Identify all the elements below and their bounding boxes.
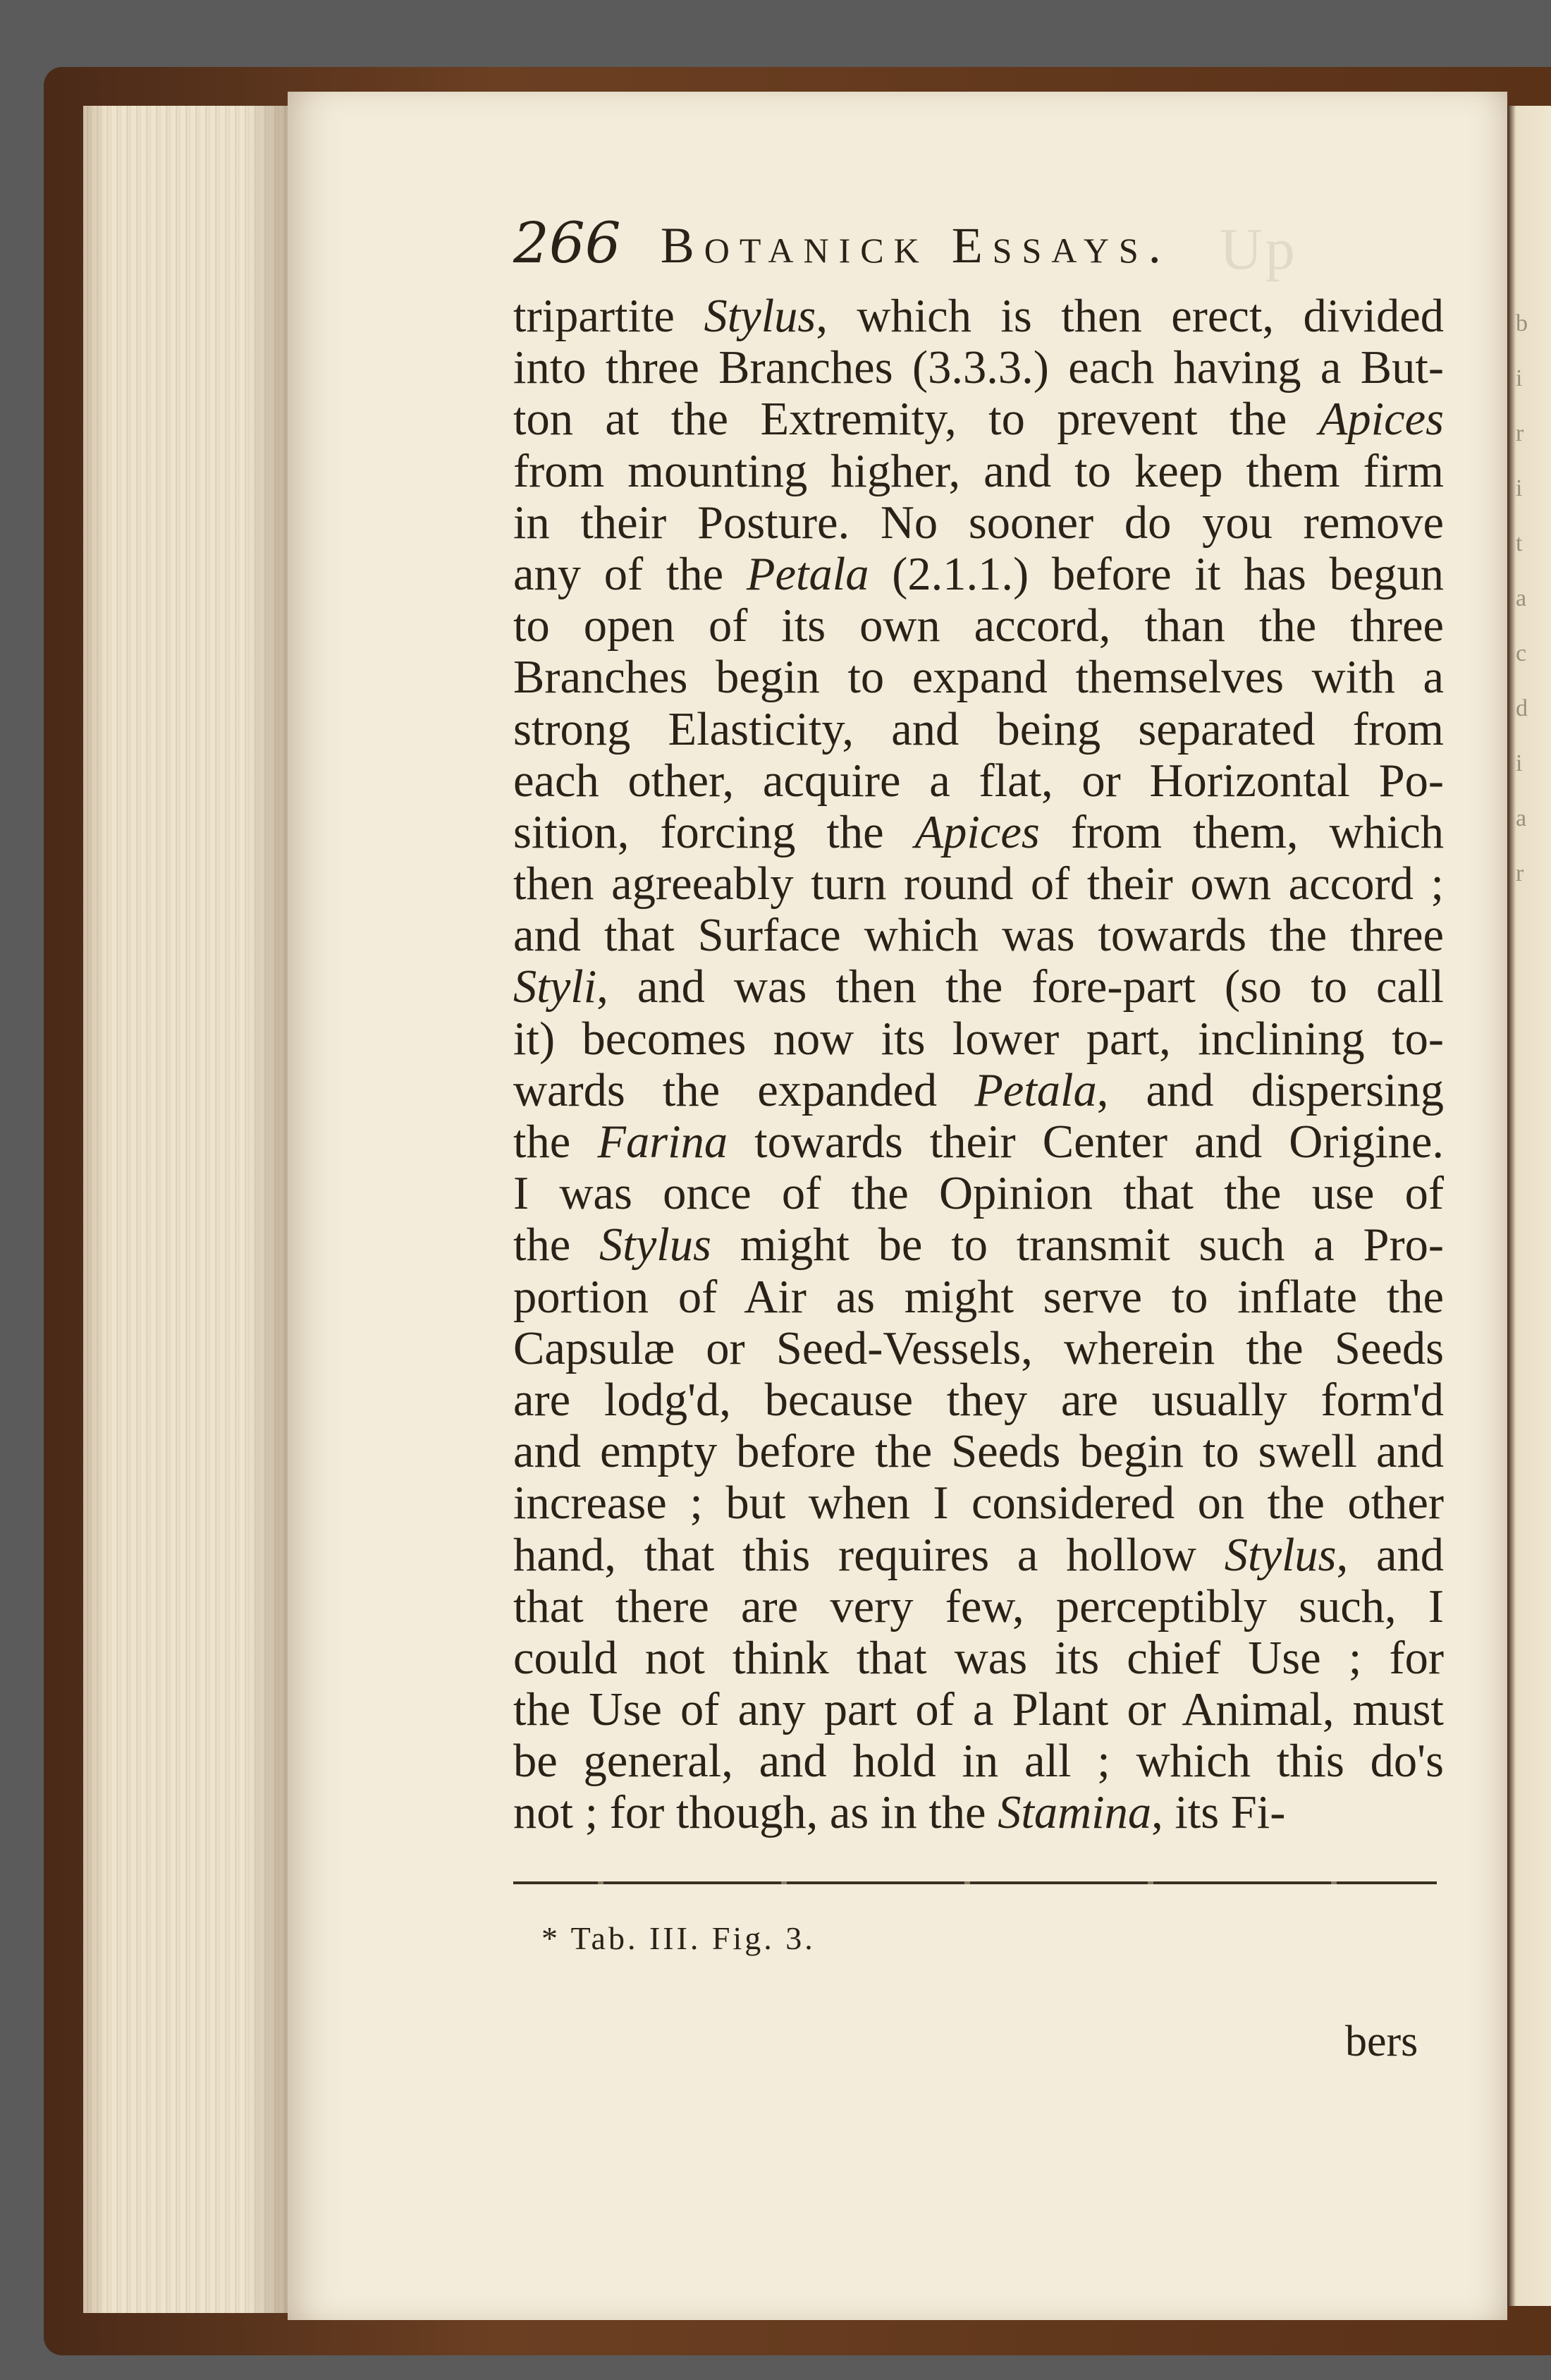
text-line: strong Elasticity, and being separated from	[513, 703, 1444, 755]
body-text	[513, 291, 1444, 1839]
text-line: not ; for though, as in the Stamina, its Fi-	[513, 1787, 1286, 1839]
text-line: Capsulæ or Seed-Vessels, wherein the Seeds	[513, 1322, 1444, 1374]
text-line: it) becomes now its lower part, inclining to-	[513, 1013, 1444, 1065]
text-line: then agreeably turn round of their own accord ;	[513, 858, 1444, 910]
text-line: and empty before the Seeds begin to swell and	[513, 1426, 1444, 1478]
text-line: ton at the Extremity, to prevent the Apices	[513, 393, 1444, 446]
text-line: tripartite Stylus, which is then erect, divided	[513, 291, 1445, 342]
text-line: that there are very few, perceptibly such, I	[513, 1580, 1444, 1633]
text-line: could not think that was its chief Use ; for	[513, 1632, 1444, 1684]
text-line: be general, and hold in all ; which this do's	[513, 1735, 1444, 1788]
text-line: increase ; but when I considered on the other	[513, 1477, 1444, 1530]
text-line: into three Branches (3.3.3.) each having a But-	[513, 342, 1444, 394]
text-line: I was once of the Opinion that the use of	[513, 1168, 1444, 1220]
text-line: to open of its own accord, than the three	[513, 600, 1444, 652]
footnote: * Tab. III. Fig. 3.	[541, 1920, 816, 1956]
text-line: Styli, and was then the fore-part (so to call	[513, 961, 1444, 1013]
text-line: in their Posture. No sooner do you remove	[513, 496, 1444, 549]
text-line: are lodg'd, because they are usually form'd	[513, 1374, 1444, 1426]
facing-page-bleed: b i r i t a c d i a r	[1516, 310, 1528, 886]
text-line: Branches begin to expand themselves with a	[513, 652, 1444, 704]
catchword: bers	[1345, 2018, 1418, 2065]
page-number: 266	[513, 210, 621, 276]
text-line: from mounting higher, and to keep them firm	[513, 445, 1444, 497]
running-title: Botanick Essays.	[660, 217, 1171, 274]
show-through-heading: Up	[1220, 216, 1298, 282]
page-edges	[83, 106, 288, 2313]
text-line: the Stylus might be to transmit such a Pro-	[513, 1219, 1444, 1271]
footnote-rule	[513, 1881, 1437, 1884]
text-line: portion of Air as might serve to inflate the	[513, 1271, 1444, 1323]
text-line: and that Surface which was towards the three	[513, 910, 1444, 962]
text-line: each other, acquire a flat, or Horizontal Po-	[513, 755, 1444, 807]
running-head	[513, 210, 1430, 281]
text-line: the Use of any part of a Plant or Animal, must	[513, 1684, 1444, 1736]
text-line: wards the expanded Petala, and dispersing	[513, 1064, 1445, 1116]
text-line: any of the Petala (2.1.1.) before it has begun	[513, 548, 1444, 600]
text-line: hand, that this requires a hollow Stylus, and	[513, 1529, 1444, 1581]
text-line: sition, forcing the Apices from them, which	[513, 806, 1444, 858]
text-line: the Farina towards their Center and Origine.	[513, 1116, 1444, 1168]
